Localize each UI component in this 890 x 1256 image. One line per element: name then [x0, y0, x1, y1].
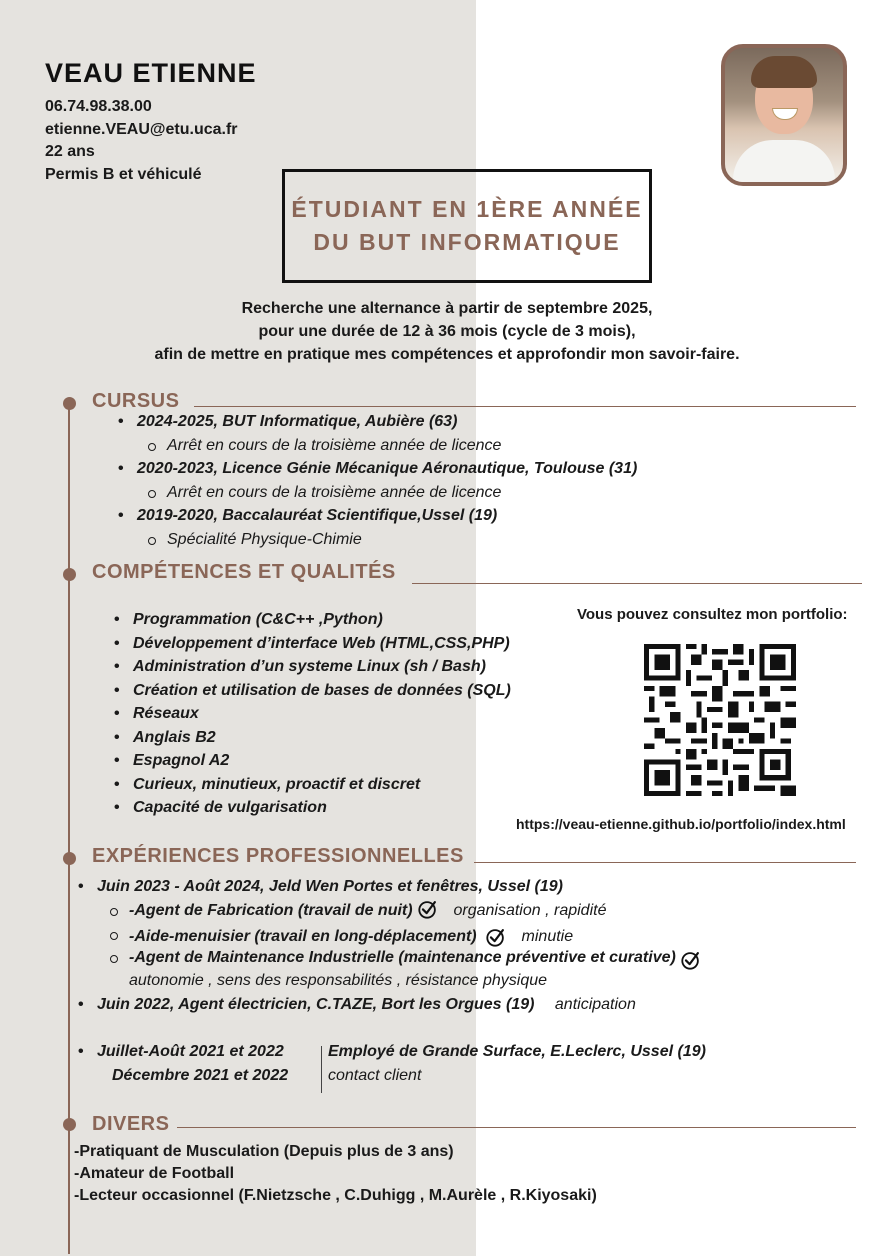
section-rule-competences: [412, 583, 862, 584]
job-1-role-1: [129, 902, 606, 920]
job-1-role-1-name: -Agent de Fabrication (travail de nuit): [129, 902, 413, 920]
cursus-item-1: • 2024-2025, BUT Informatique, Aubière (63): [137, 413, 457, 431]
cursus-item-2: • 2020-2023, Licence Génie Mécanique Aéronautique, Toulouse (31): [137, 460, 637, 478]
cursus-item-3-rest: , Baccalauréat Scientifique,Ussel (19): [213, 507, 498, 524]
check-circle-icon: [485, 926, 507, 948]
skill-item: • Création et utilisation de bases de données (SQL): [133, 682, 511, 706]
skill-item: • Administration d’un systeme Linux (sh / Bash): [133, 658, 511, 682]
cursus-item-3-year: 2019-2020: [137, 507, 214, 524]
job-1-role-2: [129, 926, 573, 948]
section-title-divers: DIVERS: [92, 1113, 170, 1135]
job-3-date-2: Décembre 2021 et 2022: [112, 1067, 289, 1084]
timeline-dot-divers: [63, 1118, 76, 1131]
job-1-role-1-quality: organisation , rapidité: [453, 902, 607, 920]
divers-item-1: -Pratiquant de Musculation (Depuis plus de 3 ans): [74, 1143, 454, 1160]
check-circle-icon: [680, 949, 702, 971]
job-3-separator: [321, 1046, 322, 1093]
job-1-title: • Juin 2023 - Août 2024, Jeld Wen Portes et fenêtres, Ussel (19): [97, 878, 563, 896]
job-1-role-2-name: -Aide-menuisier (travail en long-déplacement): [129, 928, 477, 946]
section-title-experiences: EXPÉRIENCES PROFESSIONNELLES: [92, 845, 464, 867]
intro-line-1: Recherche une alternance à partir de septembre 2025,: [241, 300, 653, 317]
title-box: [282, 169, 652, 283]
cursus-sub-3: Spécialité Physique-Chimie: [167, 531, 362, 548]
job-1-role-3-quality: autonomie , sens des responsabilités , résistance physique: [129, 972, 548, 989]
timeline-dot-competences: [63, 568, 76, 581]
email-address: etienne.VEAU@etu.uca.fr: [45, 120, 238, 138]
title-line-1: ÉTUDIANT EN 1ÈRE ANNÉE: [291, 196, 643, 222]
intro-text: [80, 297, 814, 366]
job-2-quality: anticipation: [554, 996, 636, 1013]
photo-hair: [751, 56, 817, 88]
divers-item-3: -Lecteur occasionnel (F.Nietzsche , C.Duhigg , M.Aurèle , R.Kiyosaki): [74, 1187, 597, 1204]
contact-info: [45, 96, 238, 186]
timeline-dot-cursus: [63, 397, 76, 410]
divers-item-2: -Amateur de Football: [74, 1165, 235, 1182]
skill-item: • Espagnol A2: [133, 752, 511, 776]
portfolio-label: Vous pouvez consultez mon portfolio:: [577, 606, 848, 623]
skills-list: [133, 611, 511, 823]
job-1-role-3: [129, 949, 702, 967]
job-2: [97, 996, 636, 1014]
phone-number: 06.74.98.38.00: [45, 98, 152, 115]
skill-item: • Réseaux: [133, 705, 511, 729]
driving-license: Permis B et véhiculé: [45, 165, 202, 183]
job-3-quality: contact client: [328, 1067, 422, 1084]
cursus-sub-2: Arrêt en cours de la troisième année de licence: [167, 484, 502, 501]
intro-line-3: afin de mettre en pratique mes compétences et approfondir mon savoir-faire.: [154, 346, 740, 363]
title-line-2: DU BUT INFORMATIQUE: [313, 229, 621, 255]
job-3-title: Employé de Grande Surface, E.Leclerc, Ussel (19): [328, 1043, 706, 1060]
job-2-title: Juin 2022, Agent électricien, C.TAZE, Bort les Orgues (19): [97, 996, 535, 1013]
skill-item: • Programmation (C&C++ ,Python): [133, 611, 511, 635]
section-title-competences: COMPÉTENCES ET QUALITÉS: [92, 561, 396, 583]
portfolio-qr-code[interactable]: [644, 644, 796, 796]
timeline-dot-experiences: [63, 852, 76, 865]
skill-item: • Curieux, minutieux, proactif et discret: [133, 776, 511, 800]
profile-photo: [721, 44, 847, 186]
section-rule-cursus: [194, 406, 856, 407]
age: 22 ans: [45, 143, 95, 160]
section-rule-divers: [177, 1127, 856, 1128]
section-title-cursus: CURSUS: [92, 390, 180, 412]
skill-item: • Anglais B2: [133, 729, 511, 753]
check-circle-icon: [417, 898, 439, 920]
skill-item: • Développement d’interface Web (HTML,CSS,PHP): [133, 635, 511, 659]
job-1-role-3-name: -Agent de Maintenance Industrielle (maintenance préventive et curative): [129, 949, 676, 967]
intro-line-2: pour une durée de 12 à 36 mois (cycle de 3 mois),: [258, 323, 636, 340]
skill-item: • Capacité de vulgarisation: [133, 799, 511, 823]
portfolio-url[interactable]: https://veau-etienne.github.io/portfolio/index.html: [516, 816, 846, 832]
cursus-item-3: [137, 507, 497, 525]
job-3-date-1: • Juillet-Août 2021 et 2022: [97, 1043, 284, 1061]
job-1-role-2-quality: minutie: [521, 928, 574, 946]
photo-shirt: [733, 140, 835, 186]
section-rule-experiences: [474, 862, 856, 863]
candidate-name: VEAU ETIENNE: [45, 58, 257, 88]
cursus-sub-1: Arrêt en cours de la troisième année de licence: [167, 437, 502, 454]
